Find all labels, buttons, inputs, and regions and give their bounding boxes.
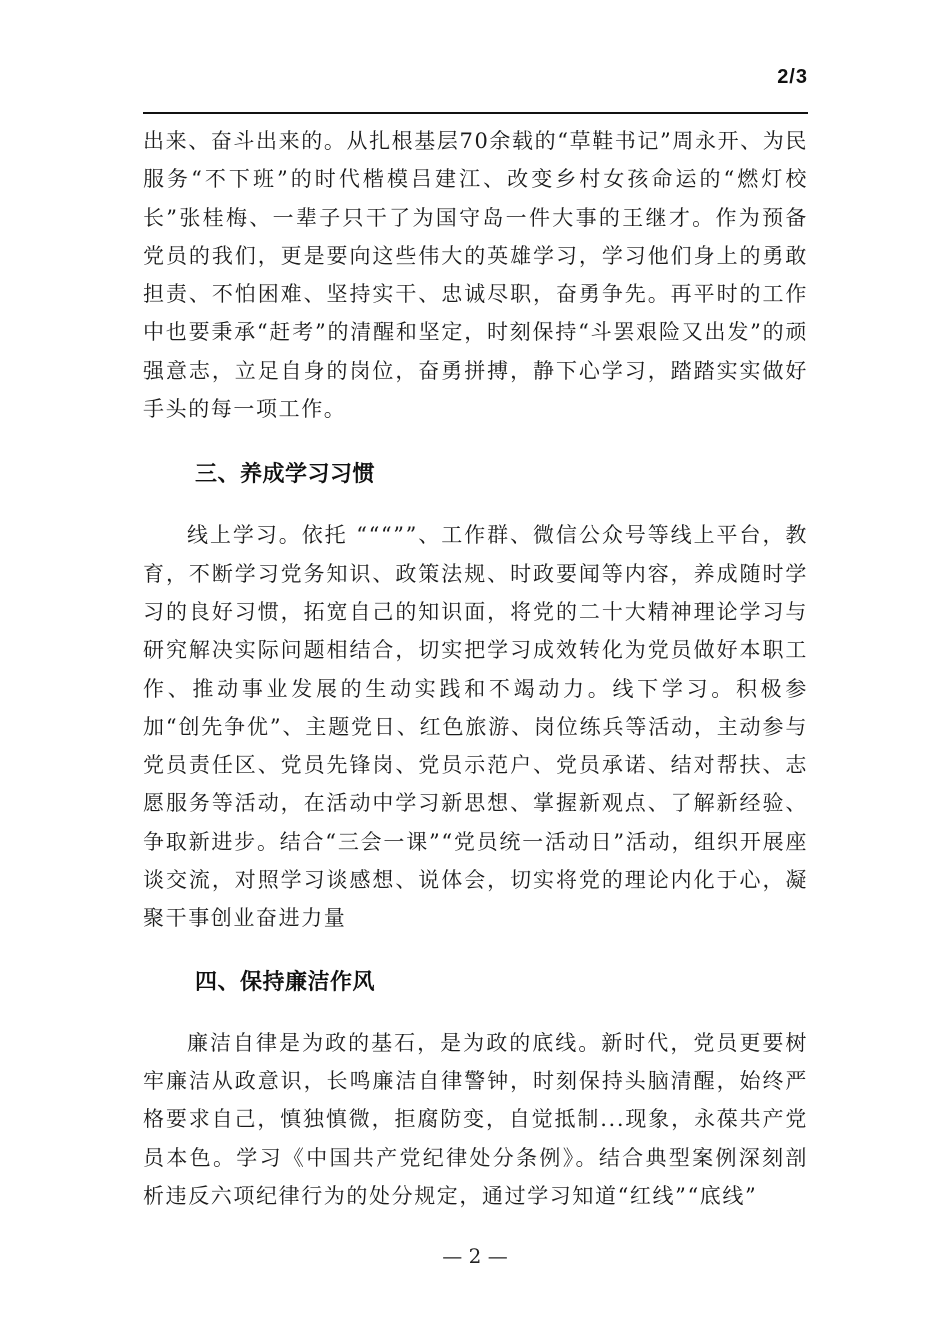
page-counter: 2/3 [777, 66, 808, 88]
body-paragraph: 廉洁自律是为政的基石，是为政的底线。新时代，党员更要树牢廉洁从政意识，长鸣廉洁自律警钟，时刻保持头脑清醒，始终严格要求自己，慎独慎微，拒腐防变，自觉抵制...现象，永葆共产党员本色。学习《中国共产党纪律处分条例》。结合典型案例深刻剖析违反六项纪律行为的处分规定，通过学习知道“红线”“底线” [143, 1030, 808, 1208]
header-rule [143, 112, 808, 114]
body-paragraph: 线上学习。依托 “““””、工作群、微信公众号等线上平台，教育，不断学习党务知识、政策法规、时政要闻等内容，养成随时学习的良好习惯，拓宽自己的知识面，将党的二十大精神理论学习与研究解决实际问题相结合，切实把学习成效转化为党员做好本职工作、推动事业发展的生动实践和不竭动力。线下学习。积极参加“创先争优”、主题党日、红色旅游、岗位练兵等活动，主动参与党员责任区、党员先锋岗、党员示范户、党员承诺、结对帮扶、志愿服务等活动，在活动中学习新思想、掌握新观点、了解新经验、争取新进步。结合“三会一课”“党员统一活动日”活动，组织开展座谈交流，对照学习谈感想、说体会，切实将党的理论内化于心，凝聚干事创业奋进力量 [143, 523, 808, 931]
section-heading: 三、养成学习习惯 [195, 462, 376, 488]
footer-page-number: — 2 — [442, 1244, 508, 1268]
document-body [143, 122, 808, 1215]
section-heading: 四、保持廉洁作风 [195, 969, 376, 995]
body-paragraph: 出来、奋斗出来的。从扎根基层70余载的“草鞋书记”周永开、为民服务“不下班”的时代楷模吕建江、改变乡村女孩命运的“燃灯校长”张桂梅、一辈子只干了为国守岛一件大事的王继才。作为预备党员的我们，更是要向这些伟大的英雄学习，学习他们身上的勇敢担责、不怕困难、坚持实干、忠诚尽职，奋勇争先。再平时的工作中也要秉承“赶考”的清醒和坚定，时刻保持“斗罢艰险又出发”的顽强意志，立足自身的岗位，奋勇拼搏，静下心学习，踏踏实实做好手头的每一项工作。 [143, 129, 808, 422]
